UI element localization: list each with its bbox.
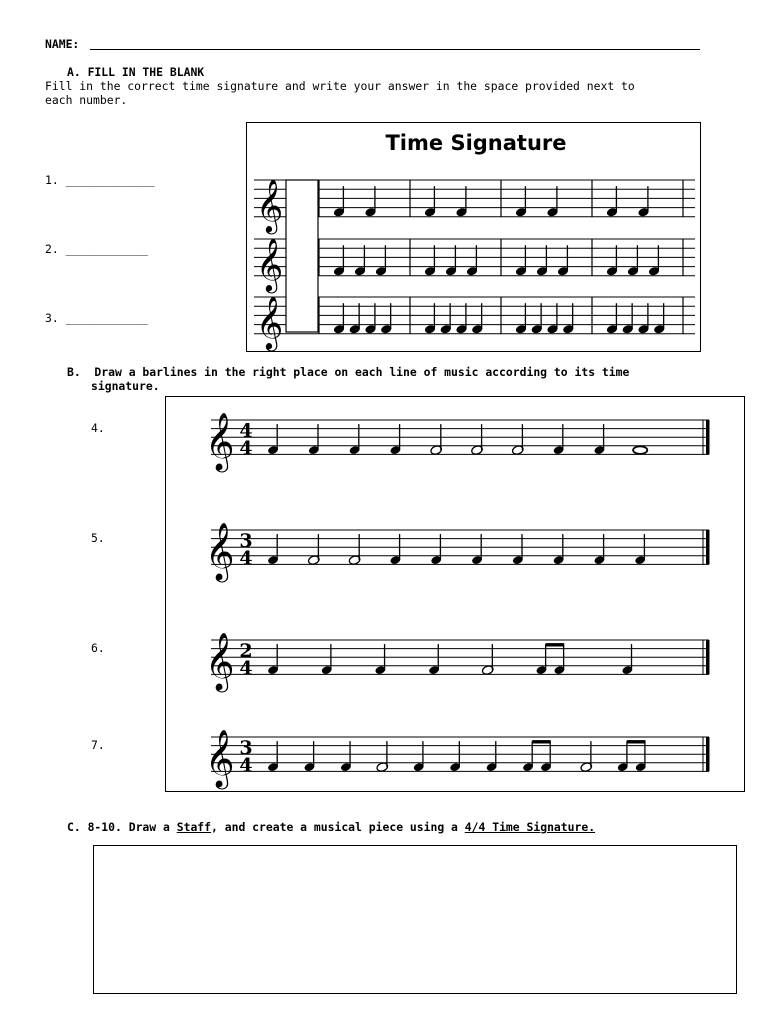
whole-note (633, 446, 647, 454)
final-barline-thick (706, 640, 710, 674)
name-label: NAME: (45, 37, 80, 51)
section-c-signature-word: 4/4 Time Signature. (464, 820, 596, 834)
answer-2[interactable]: 2. ____________ (45, 242, 148, 256)
treble-clef-icon: 𝄞 (205, 412, 235, 471)
section-a-instruction-1: Fill in the correct time signature and write your answer in the space provided next to (45, 79, 635, 93)
answer-1[interactable]: 1. _____________ (45, 173, 155, 187)
time-signature-bottom: 4 (239, 754, 253, 777)
section-c-heading (67, 820, 595, 834)
time-signature-top: 2 (239, 640, 253, 663)
item-7-number: 7. (91, 738, 105, 752)
eighth-beam (627, 740, 646, 743)
item-5-number: 5. (91, 531, 105, 545)
final-barline-thick (706, 530, 710, 564)
treble-clef-icon: 𝄞 (205, 522, 235, 581)
final-barline-thick (706, 420, 710, 454)
section-b-heading-2: signature. (91, 379, 160, 393)
section-a-instruction-2: each number. (45, 93, 128, 107)
treble-clef-icon: 𝄞 (256, 178, 284, 233)
time-signature-bottom: 4 (239, 547, 253, 570)
treble-clef-icon: 𝄞 (256, 237, 284, 292)
section-a-heading: A. FILL IN THE BLANK (67, 65, 205, 79)
item-4-number: 4. (91, 421, 105, 435)
time-signature-blank-box (286, 180, 318, 332)
final-barline-thick (706, 737, 710, 771)
time-signature-top: 4 (239, 420, 253, 443)
eighth-beam (532, 740, 551, 743)
treble-clef-icon: 𝄞 (256, 295, 284, 350)
time-signature-top: 3 (239, 737, 253, 760)
section-b-staves[interactable] (165, 396, 745, 792)
time-signature-figure (246, 122, 701, 352)
eighth-beam (546, 643, 565, 646)
treble-clef-icon: 𝄞 (205, 729, 235, 788)
time-signature-bottom: 4 (239, 657, 253, 680)
item-6-number: 6. (91, 641, 105, 655)
section-c-middle: , and create a musical piece using a (211, 820, 465, 834)
section-c-staff-word: Staff (176, 820, 212, 834)
figure-title: Time Signature (385, 131, 567, 155)
name-line[interactable] (90, 49, 700, 50)
time-signature-top: 3 (239, 530, 253, 553)
answer-3[interactable]: 3. ____________ (45, 311, 148, 325)
section-b-heading-1: B. Draw a barlines in the right place on each line of music according to its time (67, 365, 630, 379)
composition-area[interactable] (93, 845, 737, 994)
time-signature-bottom: 4 (239, 437, 253, 460)
treble-clef-icon: 𝄞 (205, 632, 235, 691)
section-c-prefix: C. 8-10. Draw a (67, 820, 177, 834)
